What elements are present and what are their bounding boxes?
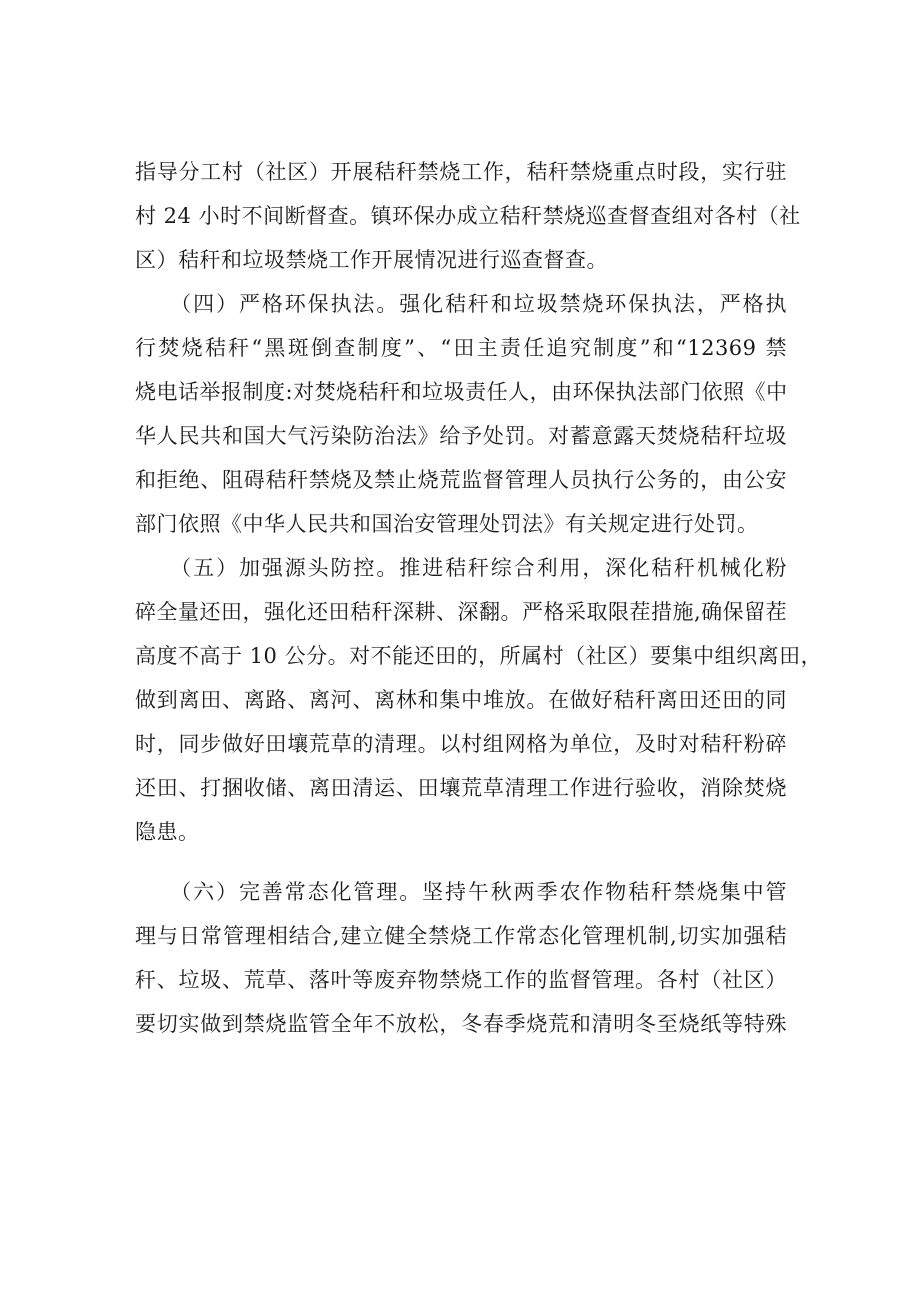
text-line: 要切实做到禁烧监管全年不放松，冬春季烧荒和清明冬至烧纸等特殊 <box>135 1012 787 1036</box>
text-line: 碎全量还田，强化还田秸秆深耕、深翻。严格采取限茬措施,确保留茬 <box>135 600 788 624</box>
text-line: 区）秸秆和垃圾禁烧工作开展情况进行巡查督查。 <box>135 248 608 272</box>
text-line: 部门依照《中华人民共和国治安管理处罚法》有关规定进行处罚。 <box>135 512 759 536</box>
text-line: 和拒绝、阻碍秸秆禁烧及禁止烧荒监督管理人员执行公务的，由公安 <box>135 468 787 492</box>
paragraph-section-4 <box>135 282 787 546</box>
paragraph-section-5 <box>135 546 823 854</box>
document-body <box>135 150 823 1046</box>
text-line: 行焚烧秸秆“黑斑倒查制度”、“田主责任追究制度”和“12369 禁 <box>135 336 787 360</box>
text-line: 做到离田、离路、离河、离林和集中堆放。在做好秸秆离田还田的同 <box>135 688 787 712</box>
paragraph-gap <box>135 854 787 870</box>
paragraph-section-6 <box>135 870 787 1046</box>
text-line: 隐患。 <box>135 820 200 844</box>
text-line: 理与日常管理相结合,建立健全禁烧工作常态化管理机制,切实加强秸 <box>135 924 787 948</box>
text-line: 时，同步做好田壤荒草的清理。以村组网格为单位，及时对秸秆粉碎 <box>135 732 787 756</box>
text-line: 村 24 小时不间断督查。镇环保办成立秸秆禁烧巡查督查组对各村（社 <box>135 204 801 228</box>
text-line: 高度不高于 10 公分。对不能还田的，所属村（社区）要集中组织离田， <box>135 644 823 668</box>
text-line: 烧电话举报制度:对焚烧秸秆和垃圾责任人，由环保执法部门依照《中 <box>135 380 788 404</box>
text-line: （六）完善常态化管理。坚持午秋两季农作物秸秆禁烧集中管 <box>135 880 787 904</box>
paragraph-supervision <box>135 150 801 282</box>
text-line: 秆、垃圾、荒草、落叶等废弃物禁烧工作的监督管理。各村（社区） <box>135 968 787 992</box>
text-line: 指导分工村（社区）开展秸秆禁烧工作，秸秆禁烧重点时段，实行驻 <box>135 160 787 184</box>
text-line: （五）加强源头防控。推进秸秆综合利用，深化秸秆机械化粉 <box>135 556 787 580</box>
text-line: （四）严格环保执法。强化秸秆和垃圾禁烧环保执法，严格执 <box>135 292 787 316</box>
text-line: 华人民共和国大气污染防治法》给予处罚。对蓄意露天焚烧秸秆垃圾 <box>135 424 787 448</box>
text-line: 还田、打捆收储、离田清运、田壤荒草清理工作进行验收，消除焚烧 <box>135 776 787 800</box>
